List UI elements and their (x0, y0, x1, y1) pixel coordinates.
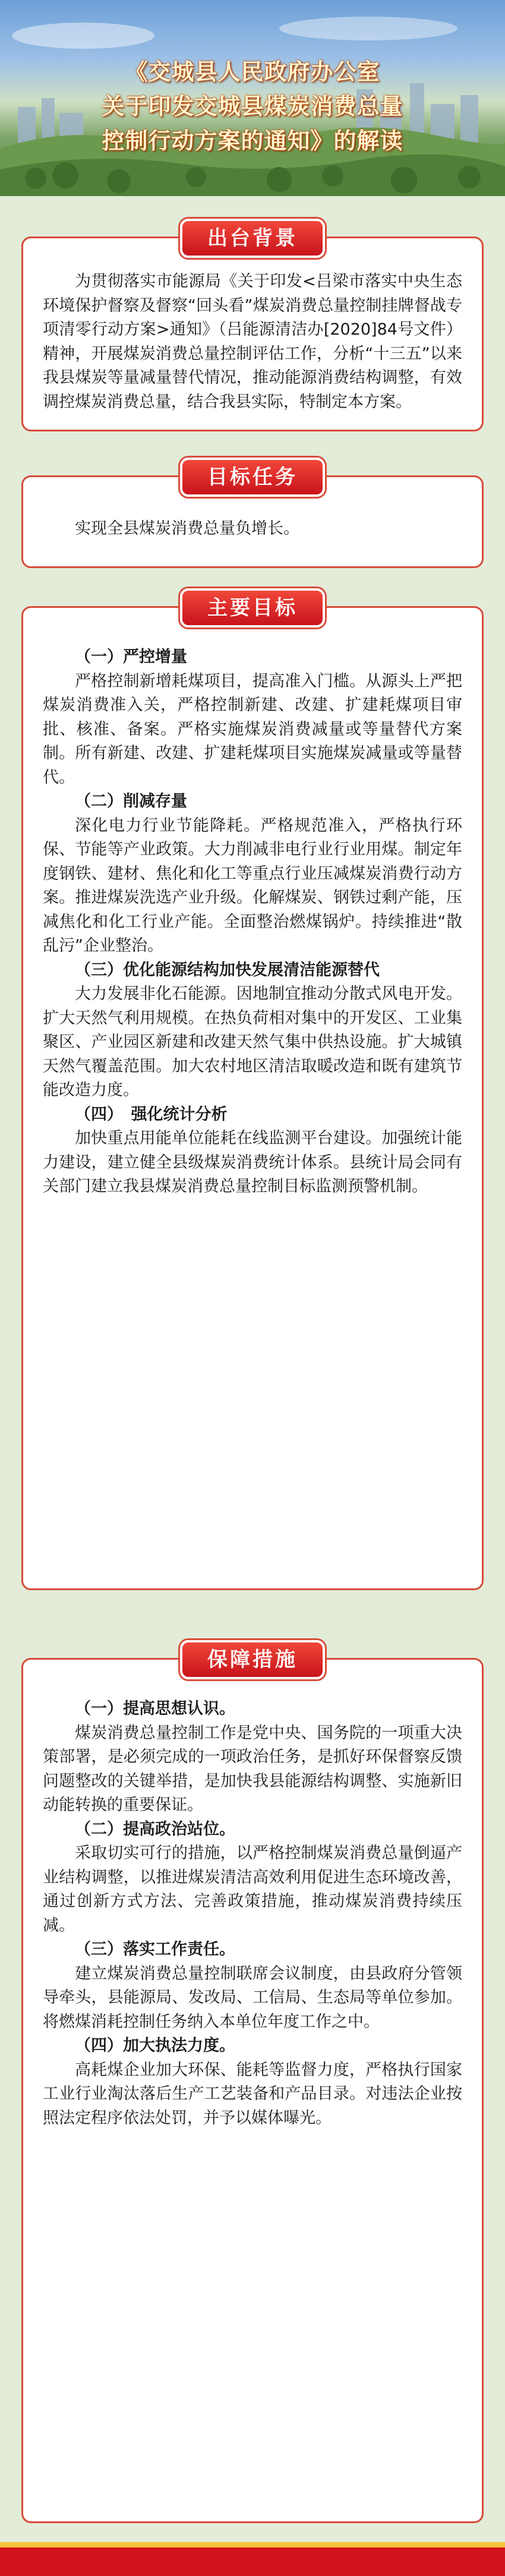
paragraph: 加快重点用能单位能耗在线监测平台建设。加强统计能力建设，建立健全县级煤炭消费统计体系。县统计局会同有关部门建立我县煤炭消费总量控制目标监测预警机制。 (43, 1129, 462, 1196)
section-body (43, 1697, 462, 2130)
subheading: （二）提高政治站位。 (75, 1820, 235, 1839)
subheading: （三）优化能源结构加快发展清洁能源替代 (75, 960, 380, 979)
subheading: （四） 强化统计分析 (75, 1105, 228, 1124)
section-background (21, 219, 484, 428)
paragraph: 高耗煤企业加大环保、能耗等监督力度，严格执行国家工业行业淘汰落后生产工艺装备和产品目录。对违法企业按照法定程序依法处罚，并予以媒体曝光。 (43, 2060, 462, 2127)
subheading: （二）削减存量 (75, 792, 187, 811)
footer-stripe (0, 2542, 505, 2547)
section-body (43, 517, 462, 541)
title-line: 控制行动方案的通知》的解读 (102, 128, 403, 154)
section-target (21, 458, 484, 565)
paragraph: 严格控制新增耗煤项目，提高准入门槛。从源头上严把煤炭消费准入关，严格控制新建、改建、扩建耗煤项目审批、核准、备案。严格实施煤炭消费减量或等量替代方案制。所有新建、改建、扩建耗煤项目实施煤炭减量或等量替代。 (43, 671, 462, 787)
paragraph: 煤炭消费总量控制工作是党中央、国务院的一项重大决策部署，是必须完成的一项政治任务，是抓好环保督察反馈问题整改的关键举措，是加快我县能源结构调整、实施新旧动能转换的重要保证。 (43, 1723, 462, 1814)
subheading: （四）加大执法力度。 (75, 2036, 235, 2055)
paragraph: 实现全县煤炭消费总量负增长。 (75, 519, 299, 538)
subheading: （三）落实工作责任。 (75, 1940, 235, 1959)
title-line: 关于印发交城县煤炭消费总量 (102, 93, 403, 119)
document-title (0, 55, 505, 158)
section-body (43, 645, 462, 1199)
paragraph: 采取切实可行的措施，以严格控制煤炭消费总量倒逼产业结构调整，以推进煤炭清洁高效利用促进生态环境改善，通过创新方式方法、完善政策措施，推动煤炭消费持续压减。 (43, 1844, 462, 1935)
section-body (43, 270, 462, 414)
footer-band (0, 2547, 505, 2576)
section-heading: 目标任务 (180, 458, 325, 497)
header-banner (0, 0, 505, 196)
section-heading: 主要目标 (180, 588, 325, 628)
paragraph: 大力发展非化石能源。因地制宜推动分散式风电开发。扩大天然气利用规模。在热负荷相对集中的开发区、工业集聚区、产业园区新建和改建天然气集中供热设施。扩大城镇天然气覆盖范围。加大农村地区清洁取暖改造和既有建筑节能改造力度。 (43, 985, 462, 1099)
paragraph: 建立煤炭消费总量控制联席会议制度，由县政府分管领导牵头，县能源局、发改局、工信局、生态局等单位参加。将燃煤消耗控制任务纳入本单位年度工作之中。 (43, 1964, 462, 2031)
section-measures (21, 1640, 484, 2520)
subheading: （一）提高思想认识。 (75, 1700, 235, 1718)
title-line: 《交城县人民政府办公室 (125, 59, 380, 85)
paragraph: 为贯彻落实市能源局《关于印发<吕梁市落实中央生态环境保护督察及督察“回头看”煤炭消费总量控制挂牌督战专项清零行动方案>通知》（吕能源清洁办[2020]84号文件）精神，开展煤炭消费总量控制评估工作，分析“十三五”以来我县煤炭等量减量替代情况，推动能源消费结构调整，有效调控煤炭消费总量，结合我县实际，特制定本方案。 (43, 272, 462, 411)
section-goals (21, 588, 484, 1587)
section-heading: 出台背景 (180, 219, 325, 258)
subheading: （一）严控增量 (75, 648, 187, 666)
section-heading: 保障措施 (180, 1640, 325, 1679)
paragraph: 深化电力行业节能降耗。严格规范准入，严格执行环保、节能等产业政策。大力削减非电行业行业用煤。制定年度钢铁、建材、焦化和化工等重点行业压减煤炭消费行动方案。推进煤炭洗选产业升级。化解煤炭、钢铁过剩产能，压减焦化和化工行业产能。全面整治燃煤锅炉。持续推进“散乱污”企业整治。 (43, 816, 462, 955)
